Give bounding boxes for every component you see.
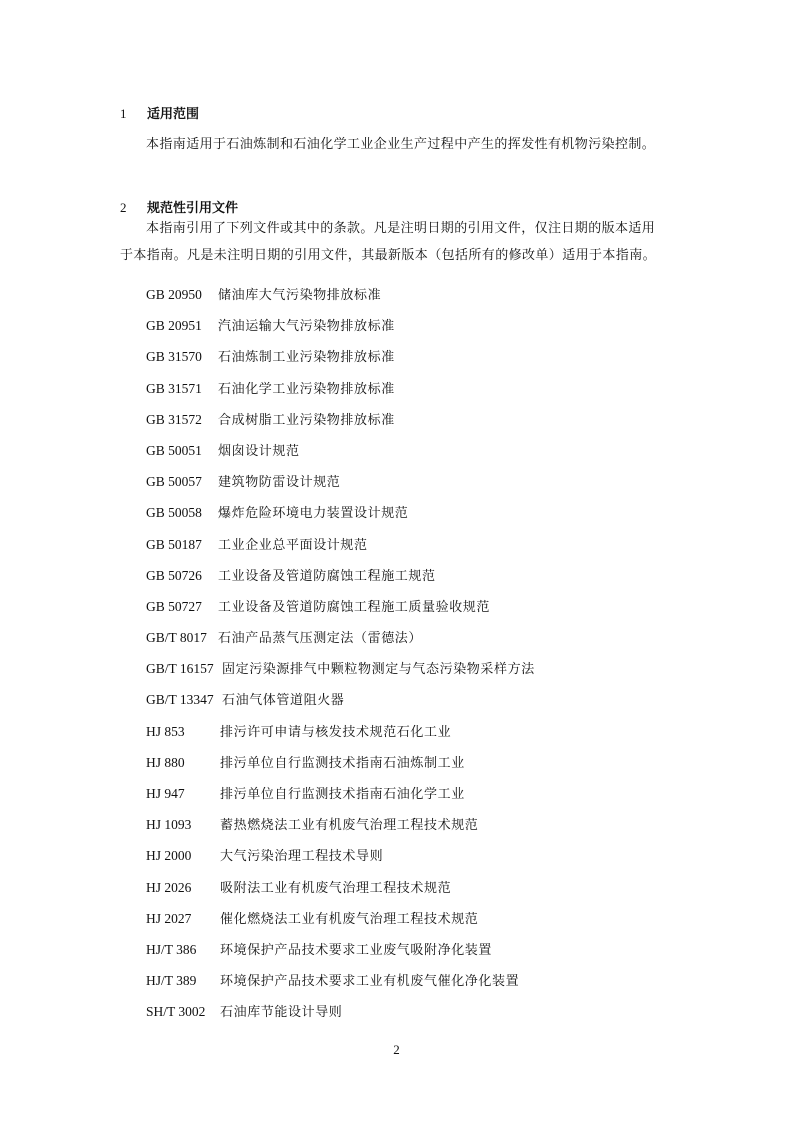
reference-code: HJ 2026	[146, 879, 192, 895]
reference-title: 环境保护产品技术要求工业废气吸附净化装置	[220, 942, 493, 958]
reference-item	[146, 778, 535, 809]
reference-item	[146, 435, 535, 466]
reference-title: 石油炼制工业污染物排放标准	[218, 350, 395, 366]
reference-item	[146, 310, 535, 341]
reference-code: GB/T 13347	[146, 692, 214, 708]
reference-item	[146, 684, 535, 715]
reference-code: GB/T 8017	[146, 630, 207, 646]
reference-item	[146, 716, 535, 747]
reference-title: 石油气体管道阻火器	[222, 693, 345, 709]
reference-item	[146, 653, 535, 684]
reference-title: 排污单位自行监测技术指南石油化学工业	[220, 787, 465, 802]
section-1-number: 1	[120, 106, 127, 121]
reference-code: GB 50057	[146, 474, 202, 490]
reference-code: HJ/T 389	[146, 973, 197, 989]
reference-item	[146, 934, 535, 965]
reference-title: 大气污染治理工程技术导则	[220, 849, 384, 865]
reference-title: 建筑物防雷设计规范	[218, 475, 341, 491]
reference-code: HJ 2000	[146, 848, 192, 864]
reference-code: SH/T 3002	[146, 1004, 206, 1020]
reference-code: HJ 2027	[146, 910, 192, 926]
reference-code: HJ 853	[146, 723, 185, 739]
reference-item	[146, 466, 535, 497]
reference-code: HJ 1093	[146, 817, 192, 833]
reference-code: HJ/T 386	[146, 941, 197, 957]
section-2-heading	[120, 197, 238, 216]
reference-item	[146, 529, 535, 560]
reference-title: 爆炸危险环境电力装置设计规范	[218, 506, 409, 522]
section-2-title: 规范性引用文件	[147, 201, 239, 216]
reference-title: 烟囱设计规范	[218, 443, 300, 459]
reference-list	[146, 279, 535, 1028]
reference-code: GB 50726	[146, 567, 202, 583]
reference-title: 工业设备及管道防腐蚀工程施工质量验收规范	[218, 599, 491, 615]
reference-code: GB 50051	[146, 442, 202, 458]
reference-code: GB 50727	[146, 598, 202, 614]
section-2-body-line-1: 本指南引用了下列文件或其中的条款。凡是注明日期的引用文件，仅注日期的版本适用	[146, 221, 656, 236]
reference-item	[146, 965, 535, 996]
reference-item	[146, 279, 535, 310]
reference-code: HJ 947	[146, 786, 185, 801]
reference-title: 蓄热燃烧法工业有机废气治理工程技术规范	[220, 818, 479, 834]
section-1-heading	[120, 103, 199, 122]
reference-code: GB 31570	[146, 349, 202, 365]
section-1-body	[120, 131, 675, 158]
page-number: 2	[393, 1042, 400, 1057]
section-2-body	[120, 215, 675, 269]
reference-item	[146, 341, 535, 372]
section-2-body-line-2: 于本指南。凡是未注明日期的引用文件，其最新版本（包括所有的修改单）适用于本指南。	[120, 248, 657, 263]
reference-item	[146, 809, 535, 840]
reference-title: 石油化学工业污染物排放标准	[218, 381, 395, 397]
reference-title: 储油库大气污染物排放标准	[218, 288, 382, 303]
reference-code: GB 31572	[146, 411, 202, 427]
reference-code: GB 20950	[146, 287, 202, 302]
reference-title: 工业设备及管道防腐蚀工程施工规范	[218, 568, 436, 584]
reference-item	[146, 872, 535, 903]
reference-code: GB 50058	[146, 505, 202, 521]
reference-item	[146, 373, 535, 404]
reference-item	[146, 996, 535, 1027]
reference-title: 吸附法工业有机废气治理工程技术规范	[220, 880, 452, 896]
reference-item	[146, 840, 535, 871]
reference-item	[146, 903, 535, 934]
section-2-number: 2	[120, 200, 127, 215]
reference-title: 石油产品蒸气压测定法（雷德法）	[218, 631, 423, 647]
reference-item	[146, 622, 535, 653]
reference-title: 石油库节能设计导则	[220, 1005, 343, 1021]
reference-code: GB 20951	[146, 318, 202, 334]
reference-item	[146, 560, 535, 591]
reference-title: 环境保护产品技术要求工业有机废气催化净化装置	[220, 974, 520, 990]
reference-code: HJ 880	[146, 754, 185, 770]
reference-item	[146, 497, 535, 528]
reference-item	[146, 747, 535, 778]
reference-title: 催化燃烧法工业有机废气治理工程技术规范	[220, 911, 479, 927]
reference-title: 排污单位自行监测技术指南石油炼制工业	[220, 755, 465, 771]
reference-item	[146, 591, 535, 622]
section-1-body-text: 本指南适用于石油炼制和石油化学工业企业生产过程中产生的挥发性有机物污染控制。	[146, 137, 656, 152]
reference-item	[146, 404, 535, 435]
reference-code: GB 31571	[146, 380, 202, 396]
reference-title: 排污许可申请与核发技术规范石化工业	[220, 724, 452, 740]
reference-code: GB/T 16157	[146, 661, 214, 677]
reference-title: 固定污染源排气中颗粒物测定与气态污染物采样方法	[222, 662, 535, 678]
reference-title: 汽油运输大气污染物排放标准	[218, 319, 395, 335]
section-1-title: 适用范围	[147, 107, 200, 122]
reference-title: 合成树脂工业污染物排放标准	[218, 412, 395, 428]
reference-code: GB 50187	[146, 536, 202, 552]
reference-title: 工业企业总平面设计规范	[218, 537, 368, 553]
